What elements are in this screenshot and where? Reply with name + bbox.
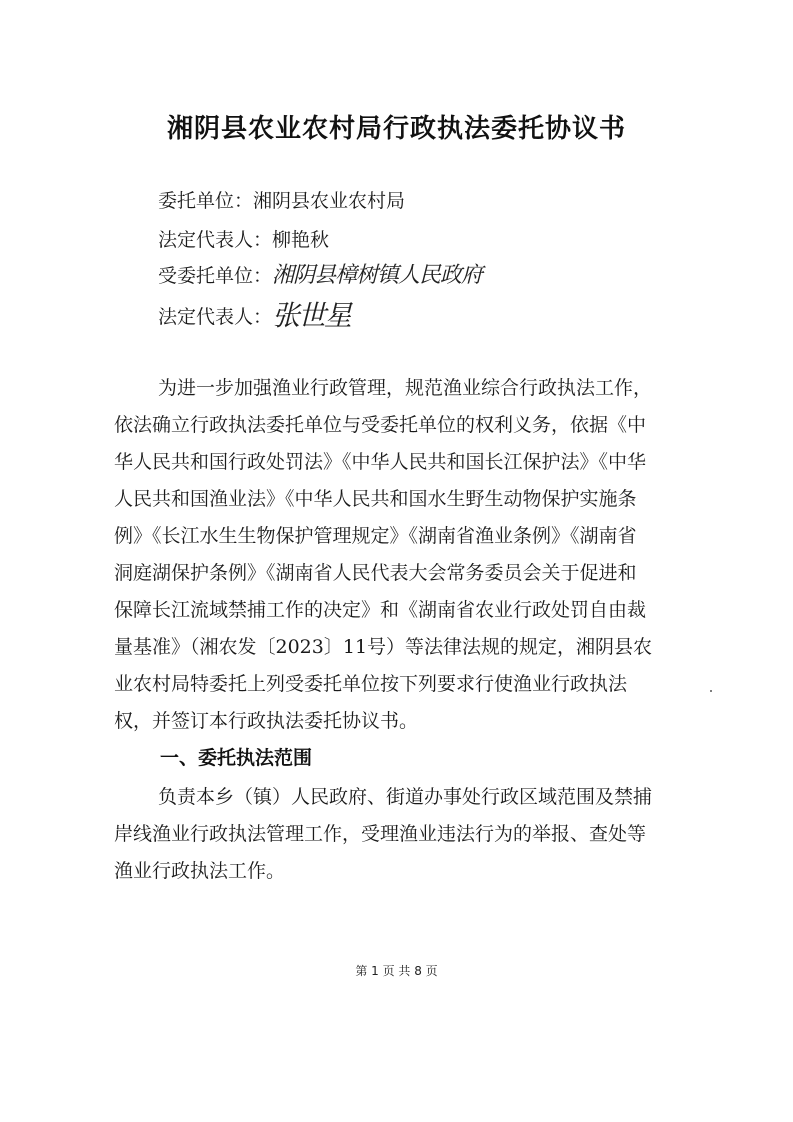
- handwritten-entrusted-unit: 湘阴县樟树镇人民政府: [272, 263, 483, 288]
- body-line: 业农村局特委托上列受委托单位按下列要求行使渔业行政执法: [114, 673, 628, 695]
- party-label: 法定代表人：: [158, 306, 273, 328]
- body-line: 为进一步加强渔业行政管理，规范渔业综合行政执法工作，: [158, 377, 653, 399]
- body-line: 量基准》（湘农发〔2023〕11号）等法律法规的规定，湘阴县农: [114, 636, 653, 658]
- party-legal-rep-2: [158, 299, 678, 332]
- body-line: 依法确立行政执法委托单位与受委托单位的权利义务，依据《中: [114, 414, 647, 436]
- section-heading: 一、委托执法范围: [160, 747, 313, 769]
- body-line: 洞庭湖保护条例》《湖南省人民代表大会常务委员会关于促进和: [114, 562, 637, 584]
- document-title: 湘阴县农业农村局行政执法委托协议书: [166, 114, 626, 144]
- page-footer: 第 1 页 共 8 页: [355, 964, 438, 978]
- section-line: 岸线渔业行政执法管理工作，受理渔业违法行为的举报、查处等: [114, 823, 647, 845]
- handwritten-signature: 张世星: [272, 299, 351, 332]
- body-line: 例》《长江水生生物保护管理规定》《湖南省渔业条例》《湖南省: [114, 525, 637, 547]
- body-line: 华人民共和国行政处罚法》《中华人民共和国长江保护法》《中华: [114, 451, 647, 473]
- party-value: 湘阴县农业农村局: [253, 190, 406, 212]
- party-entrusting-unit: [158, 189, 678, 213]
- body-line: 权，并签订本行政执法委托协议书。: [114, 710, 419, 732]
- party-label: 委托单位：: [158, 190, 254, 212]
- section-line: 渔业行政执法工作。: [114, 860, 286, 882]
- section-line: 负责本乡（镇）人民政府、街道办事处行政区域范围及禁捕: [158, 786, 653, 808]
- party-entrusted-unit: [158, 264, 678, 288]
- body-line: 人民共和国渔业法》《中华人民共和国水生野生动物保护实施条: [114, 488, 637, 510]
- party-value: 柳艳秋: [272, 229, 330, 251]
- party-label: 受委托单位：: [158, 265, 273, 287]
- party-label: 法定代表人：: [158, 229, 273, 251]
- party-legal-rep-1: [158, 228, 678, 252]
- scan-speck: [710, 690, 712, 692]
- body-line: 保障长江流域禁捕工作的决定》和《湖南省农业行政处罚自由裁: [114, 599, 647, 621]
